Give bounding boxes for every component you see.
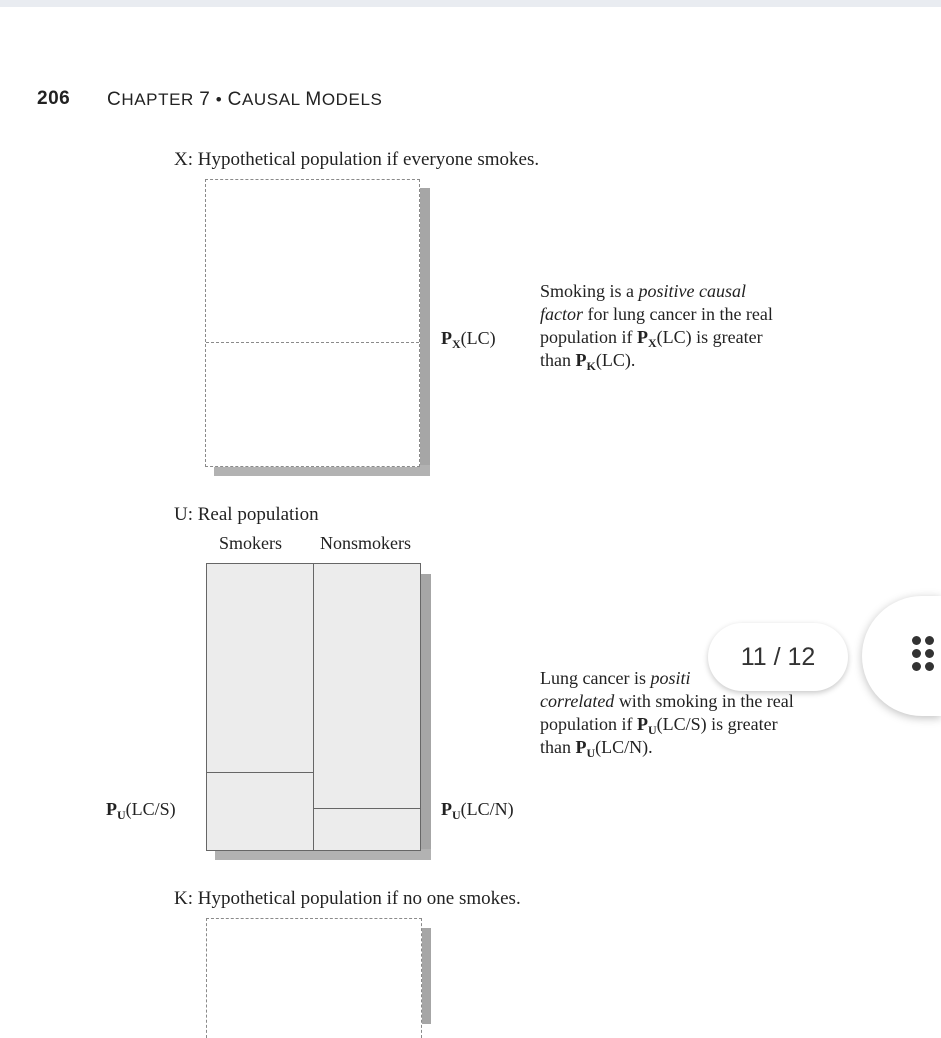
box-x-lc-divider <box>206 342 419 343</box>
box-x-outline <box>205 179 420 467</box>
caption-x: X: Hypothetical population if everyone smokes. <box>174 149 540 170</box>
box-x-shadow-right <box>419 188 430 476</box>
box-k-shadow-right <box>421 928 431 1024</box>
caption-k: K: Hypothetical population if no one smokes. <box>174 888 521 909</box>
paragraph-positive-causal-factor: Smoking is a positive causal factor for lung cancer in the real population if $P_X(LC)$ is greater than $P_K(LC)$. <box>540 281 773 373</box>
label-pu-lc-s: $P_U(LC/S)$ <box>106 799 176 822</box>
box-u-shadow-right <box>420 574 431 860</box>
box-u-nonsmokers-lc-divider <box>313 808 421 809</box>
bullet: • <box>215 90 223 109</box>
viewer-top-bar <box>0 0 941 7</box>
chapter-title: CHAPTER 7 • CAUSAL MODELS <box>107 89 383 110</box>
label-pu-lc-n: $P_U(LC/N)$ <box>441 799 514 822</box>
viewer-menu-button[interactable] <box>862 596 941 716</box>
page-number: 206 <box>37 88 71 109</box>
label-px-lc: $P_X(LC)$ <box>441 328 496 351</box>
page-indicator: 11 / 12 <box>708 623 848 691</box>
box-u-smokers-lc-divider <box>206 772 314 773</box>
caption-u: U: Real population <box>174 504 319 525</box>
running-head <box>37 88 383 110</box>
box-k-outline <box>206 918 422 1038</box>
column-label-nonsmokers: Nonsmokers <box>320 533 411 553</box>
paragraph-positive-correlation: Lung cancer is positi correlated with smoking in the real population if $P_U(LC/S)$ is greater than $P_U(LC/N)$. <box>540 668 794 760</box>
column-label-smokers: Smokers <box>219 533 282 553</box>
